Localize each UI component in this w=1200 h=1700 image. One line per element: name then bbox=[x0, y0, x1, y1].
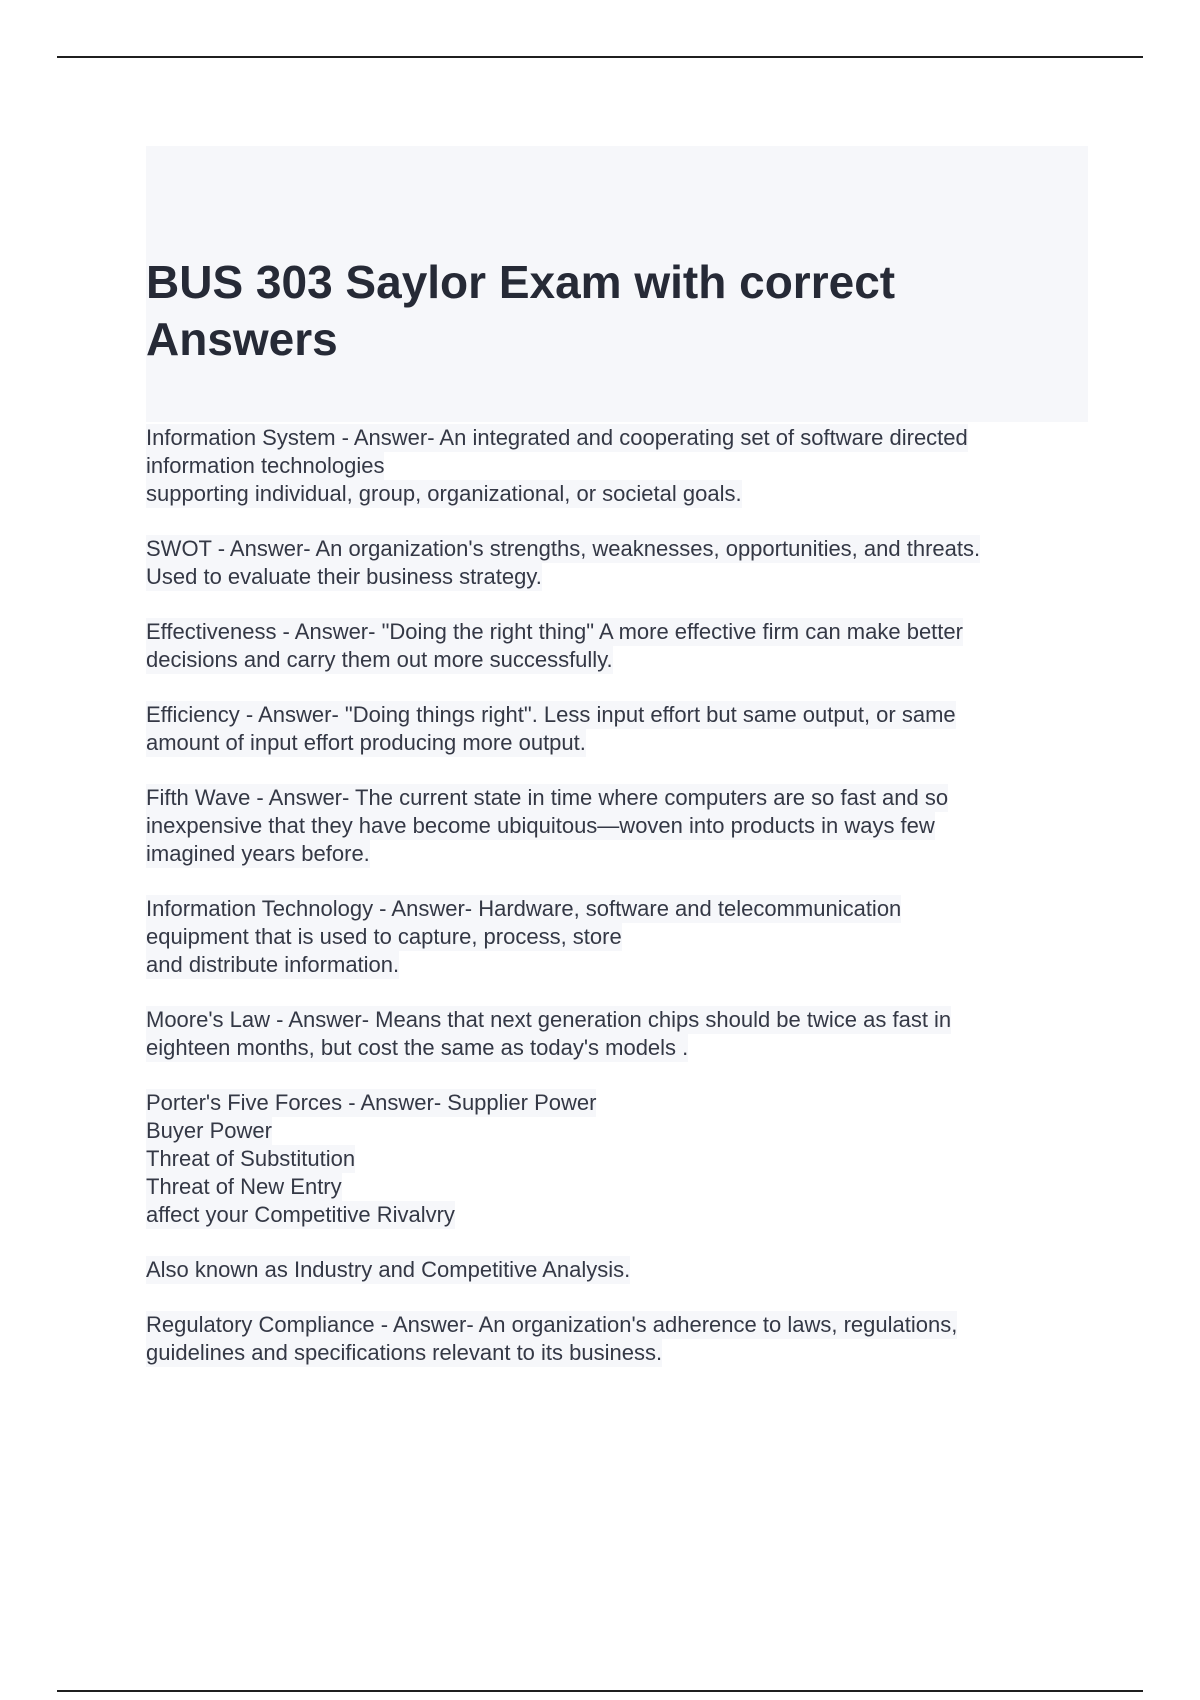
entry-line: SWOT - Answer- An organization's strengths, weaknesses, opportunities, and threats. bbox=[146, 536, 981, 561]
entry-moores-law bbox=[146, 1006, 1086, 1062]
entry-line: Buyer Power bbox=[146, 1118, 272, 1143]
entry-line: equipment that is used to capture, process, store bbox=[146, 924, 622, 949]
entry-porters-five-forces bbox=[146, 1089, 1086, 1229]
document-title: BUS 303 Saylor Exam with correct Answers bbox=[146, 256, 896, 365]
entry-line: guidelines and specifications relevant to its business. bbox=[146, 1340, 663, 1365]
entry-line: Moore's Law - Answer- Means that next generation chips should be twice as fast in bbox=[146, 1007, 952, 1032]
entry-line: Fifth Wave - Answer- The current state in time where computers are so fast and so bbox=[146, 785, 949, 810]
entry-line: Porter's Five Forces - Answer- Supplier Power bbox=[146, 1090, 597, 1115]
entry-efficiency bbox=[146, 701, 1086, 757]
entry-industry-analysis-note bbox=[146, 1256, 1086, 1284]
entry-fifth-wave bbox=[146, 784, 1086, 868]
entry-line: affect your Competitive Rivalvry bbox=[146, 1202, 455, 1227]
entry-line: supporting individual, group, organizational, or societal goals. bbox=[146, 481, 742, 506]
entry-line: Threat of Substitution bbox=[146, 1146, 356, 1171]
entry-swot bbox=[146, 535, 1086, 591]
entry-line: Used to evaluate their business strategy. bbox=[146, 564, 542, 589]
entry-line: Efficiency - Answer- "Doing things right". Less input effort but same output, or same bbox=[146, 702, 956, 727]
entry-line: Information System - Answer- An integrated and cooperating set of software directed bbox=[146, 425, 968, 450]
bottom-rule bbox=[57, 1690, 1143, 1692]
entry-line: Threat of New Entry bbox=[146, 1174, 342, 1199]
entry-line: eighteen months, but cost the same as today's models . bbox=[146, 1035, 689, 1060]
entry-line: Regulatory Compliance - Answer- An organization's adherence to laws, regulations, bbox=[146, 1312, 958, 1337]
entry-line: Information Technology - Answer- Hardware, software and telecommunication bbox=[146, 896, 902, 921]
document-body bbox=[146, 424, 1086, 1394]
entry-line: Effectiveness - Answer- "Doing the right thing" A more effective firm can make better bbox=[146, 619, 963, 644]
entry-line: Also known as Industry and Competitive Analysis. bbox=[146, 1257, 631, 1282]
entry-information-technology bbox=[146, 895, 1086, 979]
entry-effectiveness bbox=[146, 618, 1086, 674]
entry-line: inexpensive that they have become ubiquitous—woven into products in ways few bbox=[146, 813, 935, 838]
entry-regulatory-compliance bbox=[146, 1311, 1086, 1367]
entry-line: information technologies bbox=[146, 453, 385, 478]
top-rule bbox=[57, 56, 1143, 58]
entry-line: imagined years before. bbox=[146, 841, 370, 866]
entry-line: amount of input effort producing more output. bbox=[146, 730, 586, 755]
entry-information-system bbox=[146, 424, 1086, 508]
entry-line: and distribute information. bbox=[146, 952, 400, 977]
entry-line: decisions and carry them out more successfully. bbox=[146, 647, 613, 672]
